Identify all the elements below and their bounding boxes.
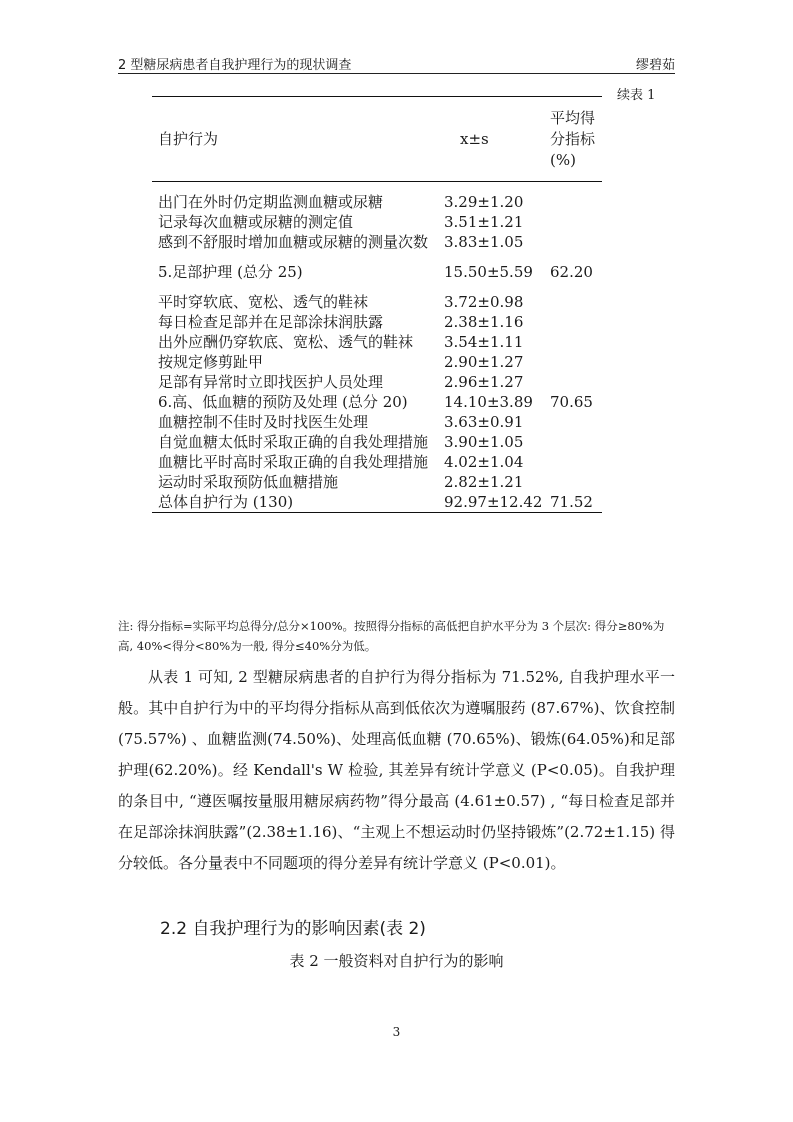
row-mean-sd: 92.97±12.42 (444, 493, 543, 511)
row-mean-sd: 3.72±0.98 (444, 293, 524, 311)
table-row (152, 452, 602, 472)
col-header-mean-sd: x±s (460, 130, 489, 148)
table-row (152, 262, 602, 282)
table-row (152, 352, 602, 372)
row-mean-sd: 3.83±1.05 (444, 233, 524, 251)
spacer-row (152, 252, 602, 262)
table-row-total (152, 492, 602, 513)
row-index (548, 352, 602, 372)
row-index (548, 372, 602, 392)
row-index: 70.65 (550, 393, 593, 411)
row-item: 血糖控制不佳时及时找医生处理 (158, 413, 369, 431)
row-mean-sd: 3.51±1.21 (444, 213, 524, 231)
results-paragraph: 从表 1 可知, 2 型糖尿病患者的自护行为得分指标为 71.52%, 自我护理水平一般。其中自护行为中的平均得分指标从高到低依次为遵嘱服药 (87.67%)、饮食控制(75.57%) 、血糖监测(74.50%)、处理高低血糖 (70.65%)、锻炼(64.05%)和足部护理(62.20%)。经 Kendall's W 检验, 其差异有统计学意义 (P<0.05)。自我护理的条目中, “遵医嘱按量服用糖尿病药物”得分最高 (4.61±0.57) , “每日检查足部并在足部涂抹润肤露”(2.38±1.16)、“主观上不想运动时仍坚持锻炼”(2.72±1.15) 得分较低。各分量表中不同题项的得分差异有统计学意义 (P<0.01)。 (118, 668, 675, 872)
row-item: 总体自护行为 (130) (158, 493, 294, 511)
table-row (152, 412, 602, 432)
running-header-title: 2 型糖尿病患者自我护理行为的现状调查 (118, 58, 352, 73)
row-mean-sd: 3.63±0.91 (444, 413, 524, 431)
row-item: 平时穿软底、宽松、透气的鞋袜 (158, 293, 369, 311)
row-mean-sd: 3.90±1.05 (444, 433, 524, 451)
row-index (548, 192, 602, 212)
row-item: 按规定修剪趾甲 (158, 353, 264, 371)
table-row (152, 432, 602, 452)
row-index (548, 232, 602, 252)
section-heading: 2.2 自我护理行为的影响因素(表 2) (160, 919, 426, 939)
table-row (152, 192, 602, 212)
table-continuation-label: 续表 1 (617, 88, 656, 103)
row-mean-sd: 3.54±1.11 (444, 333, 524, 351)
row-index (548, 332, 602, 352)
row-item: 记录每次血糖或尿糖的测定值 (158, 213, 354, 231)
col-header-score-index: 平均得分指标(%) (550, 108, 596, 169)
row-index (548, 212, 602, 232)
row-item: 感到不舒服时增加血糖或尿糖的测量次数 (158, 233, 429, 251)
row-index: 62.20 (550, 263, 593, 281)
table-header-row (152, 97, 602, 182)
row-index (548, 472, 602, 492)
row-mean-sd: 2.90±1.27 (444, 353, 524, 371)
row-item: 6.高、低血糖的预防及处理 (总分 20) (158, 393, 408, 411)
row-mean-sd: 3.29±1.20 (444, 193, 524, 211)
row-index (548, 432, 602, 452)
row-item: 5.足部护理 (总分 25) (158, 263, 303, 281)
row-item: 出外应酬仍穿软底、宽松、透气的鞋袜 (158, 333, 414, 351)
row-mean-sd: 2.96±1.27 (444, 373, 524, 391)
row-item: 出门在外时仍定期监测血糖或尿糖 (158, 193, 384, 211)
row-mean-sd: 14.10±3.89 (444, 393, 533, 411)
row-mean-sd: 4.02±1.04 (444, 453, 524, 471)
row-mean-sd: 2.38±1.16 (444, 313, 524, 331)
self-care-table (152, 96, 602, 513)
table-1-continued (152, 96, 602, 513)
row-index (548, 412, 602, 432)
header-divider (118, 73, 675, 74)
table-row (152, 392, 602, 412)
row-item: 足部有异常时立即找医护人员处理 (158, 373, 384, 391)
row-mean-sd: 2.82±1.21 (444, 473, 524, 491)
spacer-row (152, 182, 602, 193)
table-row (152, 292, 602, 312)
table-row (152, 312, 602, 332)
spacer-row (152, 282, 602, 292)
table-row (152, 372, 602, 392)
table-note: 注: 得分指标=实际平均总得分/总分×100%。按照得分指标的高低把自护水平分为 3 个层次: 得分≥80%为高, 40%<得分<80%为一般, 得分≤40%分为低。 (118, 619, 665, 653)
table-row (152, 232, 602, 252)
row-index (548, 292, 602, 312)
col-header-behavior: 自护行为 (158, 130, 219, 148)
running-header-author: 缪碧茹 (635, 58, 675, 73)
row-item: 每日检查足部并在足部涂抹润肤露 (158, 313, 384, 331)
row-item: 运动时采取预防低血糖措施 (158, 473, 339, 491)
row-index (548, 312, 602, 332)
row-item: 自觉血糖太低时采取正确的自我处理措施 (158, 433, 429, 451)
table-row (152, 332, 602, 352)
page-number: 3 (392, 1025, 401, 1039)
table-2-caption: 表 2 一般资料对自护行为的影响 (289, 952, 504, 970)
table-row (152, 212, 602, 232)
row-index: 71.52 (550, 493, 593, 511)
row-index (548, 452, 602, 472)
row-item: 血糖比平时高时采取正确的自我处理措施 (158, 453, 429, 471)
table-row (152, 472, 602, 492)
row-mean-sd: 15.50±5.59 (444, 263, 533, 281)
